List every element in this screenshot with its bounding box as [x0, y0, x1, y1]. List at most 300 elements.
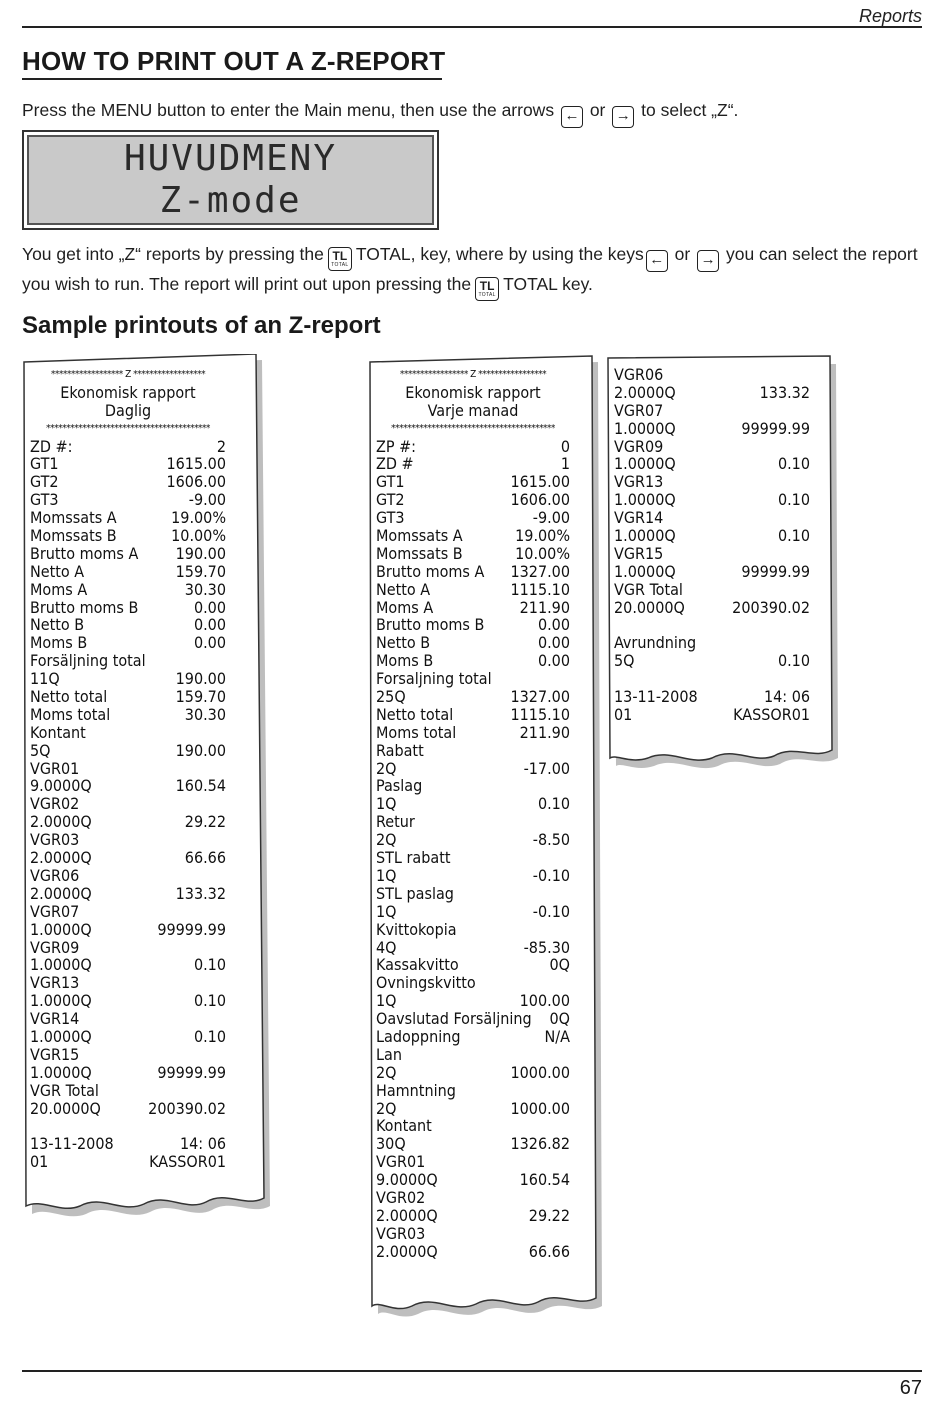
- receipt-line: [30, 491, 226, 509]
- receipt-line-label: 4Q: [376, 937, 397, 957]
- receipt-line-value: KASSOR01: [149, 1152, 226, 1172]
- receipt-line-label: 1Q: [376, 794, 397, 814]
- receipt-line-label: Kontant: [30, 722, 86, 742]
- receipt-line: [30, 1082, 226, 1100]
- receipt-line: [376, 867, 570, 885]
- intro-before: Press the MENU button to enter the Main menu, then use the arrows: [22, 100, 555, 120]
- receipt-line: [614, 670, 810, 688]
- receipt-line: [614, 455, 810, 473]
- receipt-line: [376, 473, 570, 491]
- instruction-part-4: TOTAL key.: [503, 274, 593, 294]
- receipt-line-value: KASSOR01: [733, 704, 810, 724]
- receipt-line-value: 19.00%: [171, 508, 226, 528]
- receipt-separator: [376, 366, 570, 384]
- receipt-line-label: VGR Total: [614, 579, 683, 599]
- tl-key-sublabel: TOTAL: [331, 262, 349, 268]
- receipt-line: [30, 670, 226, 688]
- receipt-line: [376, 1225, 570, 1243]
- receipt-line-value: 0Q: [549, 955, 570, 975]
- receipt-line-value: 0.10: [193, 955, 226, 975]
- receipt-line: [376, 1028, 570, 1046]
- receipt-line-value: 0.00: [537, 633, 570, 653]
- receipt-line-label: 01: [30, 1152, 49, 1172]
- receipt-line-label: ***************** Z *****************: [399, 369, 547, 380]
- receipt-heading: [376, 402, 570, 420]
- receipt-line: [614, 402, 810, 420]
- receipt-line: [614, 438, 810, 456]
- receipt-line: [376, 688, 570, 706]
- receipt-line: [30, 634, 226, 652]
- receipt-line-value: 190.00: [175, 740, 226, 760]
- receipt-line-label: 1.0000Q: [30, 1062, 92, 1082]
- top-rule: [22, 26, 922, 28]
- lcd-display: [22, 130, 439, 230]
- receipt-line: [376, 706, 570, 724]
- arrow-right-key-icon: →: [612, 106, 634, 128]
- receipt-line-label: Rabatt: [376, 740, 424, 760]
- receipt-line-label: Moms B: [30, 633, 88, 653]
- receipt-line-label: 1.0000Q: [614, 490, 676, 510]
- receipt-line: [376, 1010, 570, 1028]
- receipt-line: [614, 473, 810, 491]
- receipt-line: [376, 777, 570, 795]
- receipt-line-label: Momssats A: [30, 508, 117, 528]
- receipt-line: [614, 616, 810, 634]
- receipt-line: [30, 813, 226, 831]
- receipt-line-label: 2Q: [376, 758, 397, 778]
- tl-key-label: TL: [479, 279, 495, 293]
- receipt-line-value: 1615.00: [510, 472, 570, 492]
- receipt-monthly: [368, 354, 608, 1326]
- receipt-line: [30, 688, 226, 706]
- receipt-line: [614, 366, 810, 384]
- receipt-line-label: 9.0000Q: [376, 1170, 438, 1190]
- receipt-line-label: VGR01: [376, 1152, 426, 1172]
- receipt-line: [376, 616, 570, 634]
- receipt-line-label: Daglig: [104, 400, 152, 420]
- receipt-line-label: 5Q: [614, 651, 635, 671]
- receipt-line-label: Netto A: [30, 561, 85, 581]
- receipt-line-label: 2.0000Q: [30, 883, 92, 903]
- receipt-line: [614, 527, 810, 545]
- receipt-line-label: *****************************************: [46, 422, 210, 434]
- receipt-line-value: 99999.99: [157, 1062, 226, 1082]
- lcd-line-2: Z-mode: [159, 180, 302, 221]
- tl-total-key-icon: [475, 277, 499, 301]
- receipt-line-value: 99999.99: [157, 919, 226, 939]
- receipt-line-label: 1.0000Q: [614, 454, 676, 474]
- receipt-line-label: 1Q: [376, 865, 397, 885]
- receipt-line-label: Ovningskvitto: [376, 973, 476, 993]
- receipt-line: [614, 599, 810, 617]
- receipt-line-label: 11Q: [30, 669, 60, 689]
- receipt-line-value: 160.54: [175, 776, 226, 796]
- receipt-line-label: 1Q: [376, 991, 397, 1011]
- receipt-line-label: *****************************************: [391, 422, 555, 434]
- receipt-line-label: GT1: [30, 454, 59, 474]
- receipt-line-label: Avrundning: [614, 633, 697, 653]
- samples-title: Sample printouts of an Z-report: [22, 312, 381, 339]
- receipt-line: [614, 420, 810, 438]
- bottom-rule: [22, 1370, 922, 1372]
- receipt-line-label: Netto total: [30, 687, 108, 707]
- receipt-body: [30, 366, 226, 1171]
- receipt-line-label: 30Q: [376, 1134, 406, 1154]
- receipt-line: [376, 545, 570, 563]
- receipt-line: [376, 438, 570, 456]
- receipt-line: [376, 1243, 570, 1261]
- receipt-line: [30, 956, 226, 974]
- receipt-line-label: 1.0000Q: [30, 991, 92, 1011]
- receipt-line-value: 30.30: [184, 704, 226, 724]
- receipt-line-value: 10.00%: [171, 526, 226, 546]
- receipt-line-value: 159.70: [175, 561, 226, 581]
- receipt-line-label: Brutto moms A: [30, 543, 139, 563]
- receipt-line: [614, 688, 810, 706]
- receipt-line: [376, 974, 570, 992]
- arrow-right-key-icon: →: [697, 250, 719, 272]
- intro-or: or: [589, 100, 606, 120]
- receipt-line: [30, 795, 226, 813]
- receipt-line: [376, 1082, 570, 1100]
- instruction-part-2: TOTAL, key, where by using the keys: [355, 244, 644, 264]
- receipt-line: [614, 652, 810, 670]
- receipt-line-label: 20.0000Q: [614, 597, 685, 617]
- receipt-line-label: 2Q: [376, 1062, 397, 1082]
- receipt-line-label: ****************** Z ******************: [50, 369, 206, 380]
- receipt-line-value: 0.00: [193, 633, 226, 653]
- receipt-line-value: -17.00: [523, 758, 570, 778]
- tl-key-sublabel: TOTAL: [478, 292, 496, 298]
- instruction-or: or: [674, 244, 691, 264]
- receipt-line: [30, 974, 226, 992]
- receipt-line-value: N/A: [544, 1026, 570, 1046]
- receipt-line: [614, 634, 810, 652]
- receipt-line-value: 211.90: [519, 597, 570, 617]
- receipt-heading: [30, 402, 226, 420]
- receipt-separator: [376, 420, 570, 438]
- receipt-line-label: 1.0000Q: [614, 526, 676, 546]
- receipt-line-value: 1000.00: [510, 1062, 570, 1082]
- receipt-line-value: 0.10: [193, 991, 226, 1011]
- receipt-line-label: 1.0000Q: [30, 955, 92, 975]
- receipt-line-label: VGR07: [30, 901, 80, 921]
- receipt-line-value: 1606.00: [510, 490, 570, 510]
- receipt-heading: [376, 384, 570, 402]
- receipt-line: [376, 1100, 570, 1118]
- lcd-screen: [27, 135, 434, 225]
- receipt-line-label: 5Q: [30, 740, 51, 760]
- receipt-line: [30, 867, 226, 885]
- receipt-line: [30, 706, 226, 724]
- receipt-line-value: -0.10: [532, 901, 570, 921]
- receipt-line: [30, 777, 226, 795]
- receipt-line-label: Forsaljning total: [376, 669, 492, 689]
- receipt-line-label: Forsäljning total: [30, 651, 146, 671]
- receipt-heading: [30, 384, 226, 402]
- receipt-line-value: 2: [216, 436, 226, 456]
- receipt-line-label: 13-11-2008: [30, 1134, 114, 1154]
- receipt-line: [376, 1207, 570, 1225]
- receipt-line: [376, 563, 570, 581]
- lcd-line-1: HUVUDMENY: [123, 138, 338, 179]
- receipt-line: [30, 473, 226, 491]
- receipt-line-value: 66.66: [528, 1241, 570, 1261]
- receipt-line-value: 200390.02: [148, 1098, 226, 1118]
- receipt-line-value: 99999.99: [741, 561, 810, 581]
- receipt-line-label: ZP #:: [376, 436, 417, 456]
- receipt-line-value: 1115.10: [510, 704, 570, 724]
- receipt-line: [30, 509, 226, 527]
- receipt-line: [376, 1135, 570, 1153]
- receipt-line: [30, 563, 226, 581]
- receipt-line-label: 9.0000Q: [30, 776, 92, 796]
- receipt-line: [376, 1117, 570, 1135]
- receipt-line-label: VGR06: [30, 865, 80, 885]
- receipt-line: [30, 599, 226, 617]
- receipt-line: [614, 706, 810, 724]
- receipt-line-value: 66.66: [184, 848, 226, 868]
- receipt-line: [376, 956, 570, 974]
- receipt-line-value: 133.32: [759, 382, 810, 402]
- receipt-line: [376, 1171, 570, 1189]
- receipt-line: [376, 903, 570, 921]
- receipt-line-label: Kvittokopia: [376, 919, 457, 939]
- receipt-line-label: Paslag: [376, 776, 423, 796]
- receipt-daily: [22, 354, 278, 1226]
- receipt-line-label: 2.0000Q: [376, 1241, 438, 1261]
- receipt-line-value: 0.10: [777, 526, 810, 546]
- receipt-line-label: Kassakvitto: [376, 955, 459, 975]
- receipt-line: [30, 849, 226, 867]
- receipt-line: [30, 616, 226, 634]
- receipt-line-label: ZD #: [376, 454, 414, 474]
- receipt-line: [30, 939, 226, 957]
- receipt-line-label: VGR02: [30, 794, 80, 814]
- receipt-line: [30, 1100, 226, 1118]
- receipt-line-label: VGR Total: [30, 1080, 99, 1100]
- receipt-line-label: VGR13: [614, 472, 664, 492]
- receipt-line-label: VGR07: [614, 400, 664, 420]
- receipt-line-value: 0.00: [537, 615, 570, 635]
- receipt-line-label: GT2: [376, 490, 405, 510]
- receipt-line-value: 0.10: [777, 490, 810, 510]
- receipt-line-value: 1000.00: [510, 1098, 570, 1118]
- receipt-line-label: 20.0000Q: [30, 1098, 101, 1118]
- receipt-line-value: 0.00: [537, 651, 570, 671]
- receipt-line: [30, 652, 226, 670]
- receipt-line-label: STL rabatt: [376, 848, 451, 868]
- receipt-line-value: 211.90: [519, 722, 570, 742]
- receipt-line-label: 13-11-2008: [614, 687, 698, 707]
- receipt-line-label: VGR06: [614, 365, 664, 384]
- receipt-line-label: VGR14: [614, 508, 664, 528]
- receipt-line-value: 100.00: [519, 991, 570, 1011]
- receipt-line: [30, 992, 226, 1010]
- receipt-line-label: Ladoppning: [376, 1026, 461, 1046]
- receipt-line: [376, 939, 570, 957]
- receipt-line-value: 200390.02: [732, 597, 810, 617]
- receipt-line-label: 2Q: [376, 1098, 397, 1118]
- receipt-line-label: 2.0000Q: [30, 812, 92, 832]
- receipt-line-label: 2Q: [376, 830, 397, 850]
- receipt-line-value: 29.22: [184, 812, 226, 832]
- receipt-line: [30, 581, 226, 599]
- receipt-line: [30, 1153, 226, 1171]
- receipt-line: [30, 1135, 226, 1153]
- receipt-line: [614, 491, 810, 509]
- receipt-line-label: GT3: [376, 508, 405, 528]
- receipt-line-label: 1.0000Q: [614, 418, 676, 438]
- receipt-line: [614, 509, 810, 527]
- receipt-line-value: -9.00: [532, 508, 570, 528]
- receipt-line: [376, 670, 570, 688]
- receipt-line-value: 29.22: [528, 1205, 570, 1225]
- receipt-line: [376, 992, 570, 1010]
- receipt-line-value: -0.10: [532, 865, 570, 885]
- receipt-line-value: 190.00: [175, 669, 226, 689]
- receipt-line-label: GT1: [376, 472, 405, 492]
- receipt-line: [30, 455, 226, 473]
- receipt-line: [376, 509, 570, 527]
- receipt-line-label: Kontant: [376, 1116, 432, 1136]
- receipt-line: [376, 760, 570, 778]
- receipt-line: [376, 742, 570, 760]
- receipt-line-label: GT2: [30, 472, 59, 492]
- receipt-line-label: 1.0000Q: [614, 561, 676, 581]
- receipt-line-label: Netto B: [30, 615, 85, 635]
- receipt-line-label: Varje manad: [427, 400, 519, 420]
- receipt-line: [376, 921, 570, 939]
- receipt-line: [376, 1153, 570, 1171]
- section-label: Reports: [858, 6, 922, 26]
- receipt-line: [30, 724, 226, 742]
- receipt-line-label: 2.0000Q: [614, 382, 676, 402]
- receipt-line-value: 0: [560, 436, 570, 456]
- receipt-line-label: VGR09: [614, 436, 664, 456]
- receipt-line-label: Brutto moms B: [376, 615, 485, 635]
- receipt-line-value: 0.00: [193, 597, 226, 617]
- page-title: HOW TO PRINT OUT A Z-REPORT: [22, 46, 446, 76]
- receipt-line: [30, 903, 226, 921]
- receipt-line-value: 10.00%: [515, 543, 570, 563]
- receipt-line-label: VGR13: [30, 973, 80, 993]
- title-underline: [22, 78, 442, 80]
- receipt-line: [376, 652, 570, 670]
- receipt-line-value: 160.54: [519, 1170, 570, 1190]
- receipt-line-label: Lan: [376, 1044, 402, 1064]
- receipt-line-label: 25Q: [376, 687, 406, 707]
- receipt-line-value: 0.10: [777, 651, 810, 671]
- receipt-line: [30, 1064, 226, 1082]
- receipt-line: [614, 545, 810, 563]
- receipt-line: [30, 742, 226, 760]
- receipt-line-value: 1326.82: [510, 1134, 570, 1154]
- intro-after: to select „Z“.: [641, 100, 739, 120]
- receipt-line-label: Momssats B: [376, 543, 463, 563]
- receipt-line: [376, 724, 570, 742]
- receipt-line-value: 19.00%: [515, 526, 570, 546]
- receipt-line-label: 1.0000Q: [30, 919, 92, 939]
- receipt-line-label: 1Q: [376, 901, 397, 921]
- receipt-line: [30, 438, 226, 456]
- receipt-line-label: Hamntning: [376, 1080, 456, 1100]
- receipt-line-value: 1615.00: [166, 454, 226, 474]
- receipt-line: [376, 885, 570, 903]
- receipt-line-label: 01: [614, 704, 633, 724]
- receipt-line-value: 14: 06: [179, 1134, 226, 1154]
- receipt-line: [376, 581, 570, 599]
- arrow-left-key-icon: ←: [561, 106, 583, 128]
- receipt-line: [376, 599, 570, 617]
- receipt-line-label: VGR09: [30, 937, 80, 957]
- receipt-line-value: 0.10: [537, 794, 570, 814]
- receipt-line: [30, 527, 226, 545]
- receipt-line-label: GT3: [30, 490, 59, 510]
- receipt-line-label: 2.0000Q: [376, 1205, 438, 1225]
- receipt-line-label: Retur: [376, 812, 415, 832]
- receipt-line: [30, 1046, 226, 1064]
- receipt-line: [614, 563, 810, 581]
- receipt-line: [30, 1010, 226, 1028]
- receipt-line-label: Moms total: [376, 722, 457, 742]
- receipt-line: [376, 455, 570, 473]
- receipt-body: [614, 366, 810, 724]
- receipt-line-label: VGR15: [30, 1044, 80, 1064]
- instruction-part-3: you can select the report you wish to run. The report will print out upon pressing the: [22, 244, 918, 294]
- receipt-line-label: VGR14: [30, 1009, 80, 1029]
- receipt-line-value: 0Q: [549, 1009, 570, 1029]
- receipt-line-label: VGR02: [376, 1187, 426, 1207]
- receipt-line-label: 1.0000Q: [30, 1026, 92, 1046]
- receipt-line-label: Moms A: [376, 597, 434, 617]
- receipt-line: [30, 1028, 226, 1046]
- receipt-line-label: Moms A: [30, 579, 88, 599]
- receipt-line-value: -8.50: [532, 830, 570, 850]
- receipt-line-label: Netto total: [376, 704, 454, 724]
- receipt-line-value: 1327.00: [510, 561, 570, 581]
- receipt-line: [376, 831, 570, 849]
- receipt-line-label: Brutto moms A: [376, 561, 485, 581]
- instruction-paragraph: [22, 242, 927, 301]
- receipt-line-value: 190.00: [175, 543, 226, 563]
- receipt-line: [376, 634, 570, 652]
- receipt-line-label: VGR15: [614, 543, 664, 563]
- receipt-line-value: 1: [560, 454, 570, 474]
- receipt-line-label: VGR03: [376, 1223, 426, 1243]
- page-number: 67: [899, 1377, 922, 1399]
- receipt-line-label: Moms total: [30, 704, 111, 724]
- receipt-line-label: Ekonomisk rapport: [60, 382, 196, 402]
- receipt-line-value: 99999.99: [741, 418, 810, 438]
- receipt-line-label: Momssats B: [30, 526, 117, 546]
- receipt-line-label: ZD #:: [30, 436, 73, 456]
- receipt-separator: [30, 420, 226, 438]
- receipt-line: [376, 1046, 570, 1064]
- receipt-continued: [606, 354, 844, 774]
- receipt-line-value: 1327.00: [510, 687, 570, 707]
- receipt-line: [30, 760, 226, 778]
- tl-total-key-icon: [328, 247, 352, 271]
- receipt-line-label: Netto B: [376, 633, 431, 653]
- receipt-line: [30, 545, 226, 563]
- receipt-line-value: 14: 06: [763, 687, 810, 707]
- receipt-line: [376, 1189, 570, 1207]
- instruction-part-1: You get into „Z“ reports by pressing the: [22, 244, 324, 264]
- receipt-body: [376, 366, 570, 1261]
- arrow-left-key-icon: ←: [646, 250, 668, 272]
- tl-key-label: TL: [332, 249, 348, 263]
